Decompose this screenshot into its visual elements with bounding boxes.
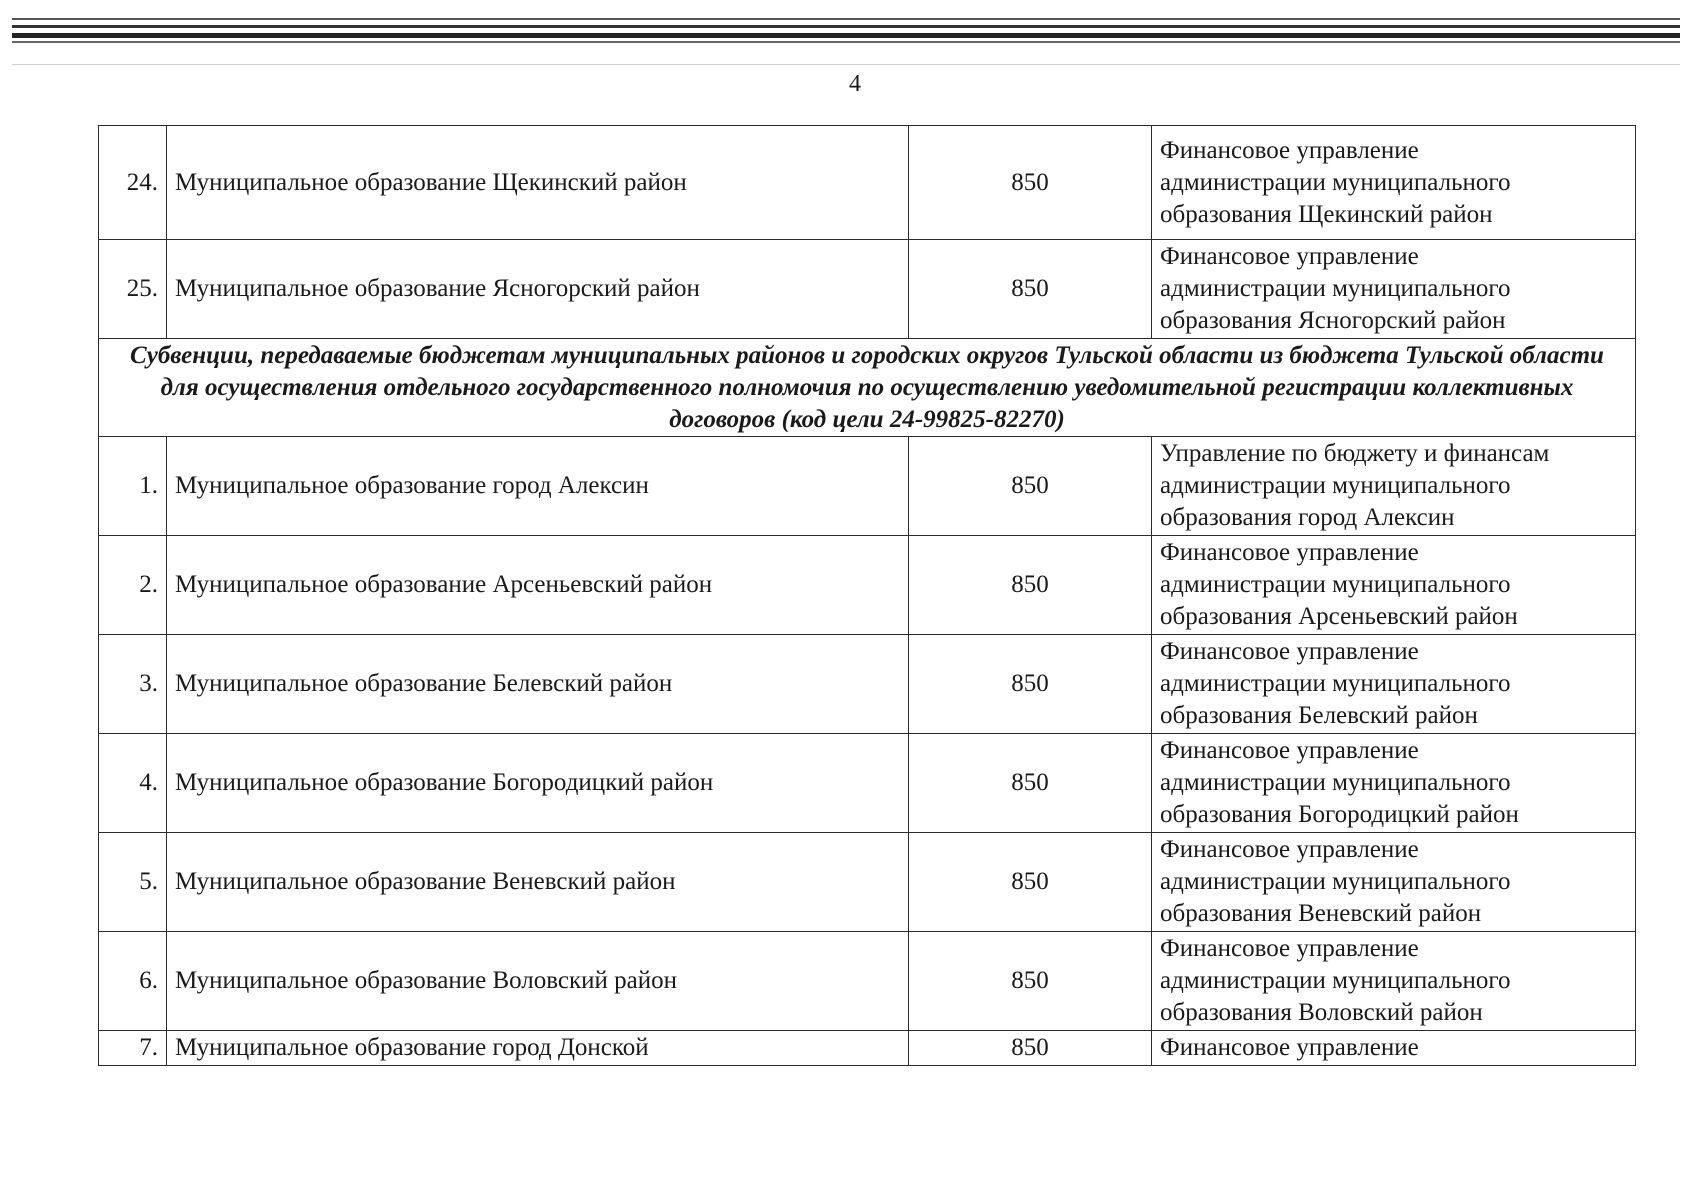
row-number: 2.	[99, 536, 167, 635]
finance-authority-cell	[1152, 734, 1636, 833]
ministry-code: 850	[909, 1031, 1152, 1066]
table-row	[99, 536, 1636, 635]
row-number: 24.	[99, 126, 167, 240]
municipality-name: Муниципальное образование Воловский район	[167, 932, 909, 1031]
table-row	[99, 734, 1636, 833]
municipality-name: Муниципальное образование Богородицкий район	[167, 734, 909, 833]
header-rule	[12, 33, 1680, 38]
finance-authority: Управление по бюджету и финансам администрации муниципального образования город Алексин	[1160, 440, 1550, 531]
ministry-code: 850	[909, 126, 1152, 240]
row-number: 5.	[99, 833, 167, 932]
ministry-code: 850	[909, 833, 1152, 932]
finance-authority: Финансовое управление администрации муниципального образования Богородицкий район	[1160, 737, 1519, 828]
header-rule	[12, 64, 1680, 65]
ministry-code: 850	[909, 635, 1152, 734]
ministry-code: 850	[909, 932, 1152, 1031]
table-row	[99, 240, 1636, 339]
finance-authority-cell	[1152, 932, 1636, 1031]
section-heading-row	[99, 339, 1636, 437]
finance-authority: Финансовое управление администрации муниципального образования Ясногорский район	[1160, 243, 1511, 334]
municipality-name: Муниципальное образование Веневский район	[167, 833, 909, 932]
ministry-code: 850	[909, 536, 1152, 635]
finance-authority: Финансовое управление администрации муниципального образования Воловский район	[1160, 935, 1511, 1026]
header-rule	[12, 18, 1680, 20]
table-row	[99, 1031, 1636, 1066]
finance-authority: Финансовое управление	[1160, 1034, 1419, 1061]
header-rule	[12, 25, 1680, 28]
municipality-name: Муниципальное образование Ясногорский район	[167, 240, 909, 339]
row-number: 6.	[99, 932, 167, 1031]
section-title: Субвенции, передаваемые бюджетам муниципальных районов и городских округов Тульской области из бюджета Тульской области для осуществления отдельного государственного полномочия по осуществлению уведомительной регистрации коллективных договоров (код цели 24-99825-82270)	[99, 339, 1636, 437]
finance-authority-cell	[1152, 240, 1636, 339]
table-row	[99, 437, 1636, 536]
finance-authority: Финансовое управление администрации муниципального образования Белевский район	[1160, 638, 1511, 729]
finance-authority-cell	[1152, 833, 1636, 932]
finance-authority: Финансовое управление администрации муниципального образования Веневский район	[1160, 836, 1511, 927]
distribution-table	[98, 125, 1636, 1066]
ministry-code: 850	[909, 437, 1152, 536]
finance-authority-cell	[1152, 635, 1636, 734]
municipality-name: Муниципальное образование город Алексин	[167, 437, 909, 536]
table-row	[99, 126, 1636, 240]
table-row	[99, 932, 1636, 1031]
row-number: 1.	[99, 437, 167, 536]
municipality-name: Муниципальное образование Арсеньевский район	[167, 536, 909, 635]
finance-authority: Финансовое управление администрации муниципального образования Щекинский район	[1160, 136, 1511, 228]
finance-authority: Финансовое управление администрации муниципального образования Арсеньевский район	[1160, 539, 1518, 630]
table-row	[99, 635, 1636, 734]
municipality-name: Муниципальное образование Белевский район	[167, 635, 909, 734]
row-number: 4.	[99, 734, 167, 833]
finance-authority-cell	[1152, 126, 1636, 240]
page-number: 4	[849, 71, 861, 97]
municipality-name: Муниципальное образование Щекинский район	[167, 126, 909, 240]
row-number: 3.	[99, 635, 167, 734]
ministry-code: 850	[909, 734, 1152, 833]
municipality-name: Муниципальное образование город Донской	[167, 1031, 909, 1066]
finance-authority-cell	[1152, 536, 1636, 635]
finance-authority-cell	[1152, 1031, 1636, 1066]
finance-authority-cell	[1152, 437, 1636, 536]
ministry-code: 850	[909, 240, 1152, 339]
table-row	[99, 833, 1636, 932]
row-number: 25.	[99, 240, 167, 339]
row-number: 7.	[99, 1031, 167, 1066]
header-rule	[12, 41, 1680, 43]
